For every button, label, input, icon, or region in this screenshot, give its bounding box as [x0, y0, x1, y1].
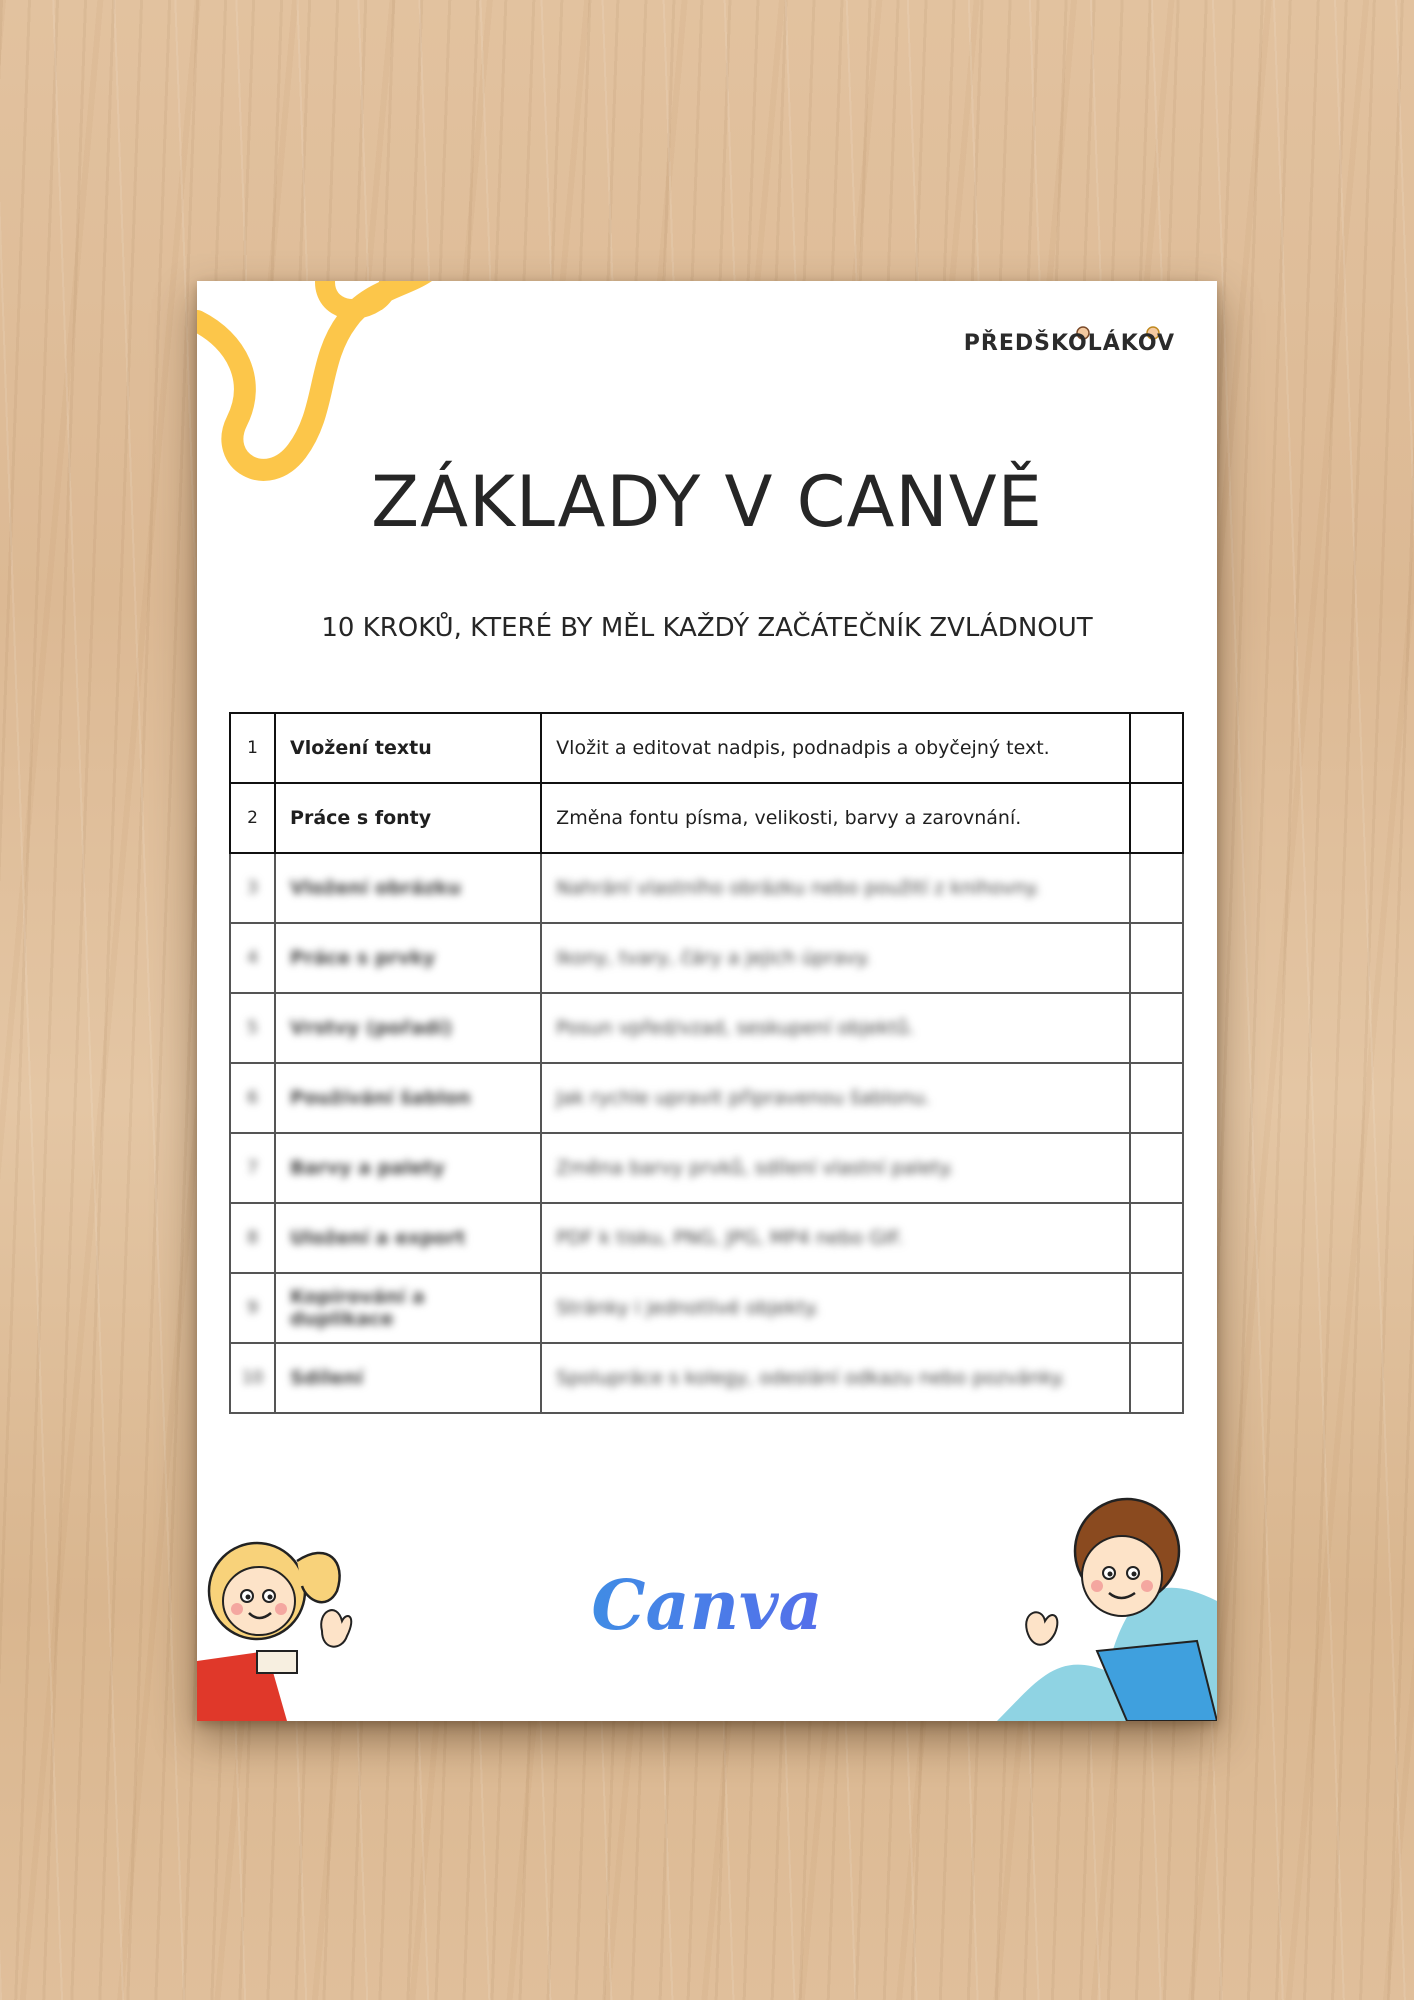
step-number: 4 [230, 923, 275, 993]
table-row [230, 1133, 1183, 1203]
step-number: 1 [230, 713, 275, 783]
step-description: Stránky i jednotlivé objekty. [541, 1273, 1130, 1343]
step-number: 5 [230, 993, 275, 1063]
step-name: Práce s fonty [275, 783, 541, 853]
step-number: 6 [230, 1063, 275, 1133]
step-checkbox-cell [1130, 713, 1183, 783]
step-number: 9 [230, 1273, 275, 1343]
table-row [230, 993, 1183, 1063]
step-description: Jak rychle upravit připravenou šablonu. [541, 1063, 1130, 1133]
step-number: 8 [230, 1203, 275, 1273]
step-checkbox-cell [1130, 783, 1183, 853]
step-name: Kopírování a duplikace [275, 1273, 541, 1343]
step-name: Práce s prvky [275, 923, 541, 993]
step-description: PDF k tisku, PNG, JPG, MP4 nebo GIF. [541, 1203, 1130, 1273]
brand-logo-text: PŘEDŠKOLÁKOV [963, 331, 1175, 356]
step-description: Ikony, tvary, čáry a jejich úpravy. [541, 923, 1130, 993]
table-row [230, 1273, 1183, 1343]
step-number: 7 [230, 1133, 275, 1203]
step-checkbox-cell [1130, 1203, 1183, 1273]
worksheet-page [197, 281, 1217, 1721]
step-name: Sdílení [275, 1343, 541, 1413]
step-name: Vrstvy (pořadí) [275, 993, 541, 1063]
step-description: Posun vpřed/vzad, seskupení objektů. [541, 993, 1130, 1063]
step-name: Uložení a export [275, 1203, 541, 1273]
table-row [230, 1343, 1183, 1413]
step-description: Spolupráce s kolegy, odeslání odkazu nebo pozvánky. [541, 1343, 1130, 1413]
step-checkbox-cell [1130, 1273, 1183, 1343]
step-number: 3 [230, 853, 275, 923]
step-checkbox-cell [1130, 993, 1183, 1063]
page-title: ZÁKLADY V CANVĚ [371, 461, 1043, 543]
page-subtitle: 10 KROKŮ, KTERÉ BY MĚL KAŽDÝ ZAČÁTEČNÍK ZVLÁDNOUT [321, 613, 1093, 643]
step-checkbox-cell [1130, 1343, 1183, 1413]
step-description: Změna barvy prvků, sdílení vlastní palety. [541, 1133, 1130, 1203]
step-number: 10 [230, 1343, 275, 1413]
step-description: Změna fontu písma, velikosti, barvy a zarovnání. [541, 783, 1130, 853]
table-row [230, 713, 1183, 783]
table-row [230, 1063, 1183, 1133]
canva-logo: Canva [197, 1566, 1217, 1646]
step-checkbox-cell [1130, 853, 1183, 923]
steps-table [229, 712, 1184, 1414]
step-name: Barvy a palety [275, 1133, 541, 1203]
step-name: Vložení textu [275, 713, 541, 783]
table-row [230, 1203, 1183, 1273]
step-number: 2 [230, 783, 275, 853]
step-name: Používání šablon [275, 1063, 541, 1133]
step-description: Vložit a editovat nadpis, podnadpis a obyčejný text. [541, 713, 1130, 783]
step-checkbox-cell [1130, 1063, 1183, 1133]
step-description: Nahrání vlastního obrázku nebo použití z knihovny. [541, 853, 1130, 923]
step-name: Vložení obrázku [275, 853, 541, 923]
step-checkbox-cell [1130, 923, 1183, 993]
table-row [230, 783, 1183, 853]
table-row [230, 853, 1183, 923]
table-row [230, 923, 1183, 993]
step-checkbox-cell [1130, 1133, 1183, 1203]
